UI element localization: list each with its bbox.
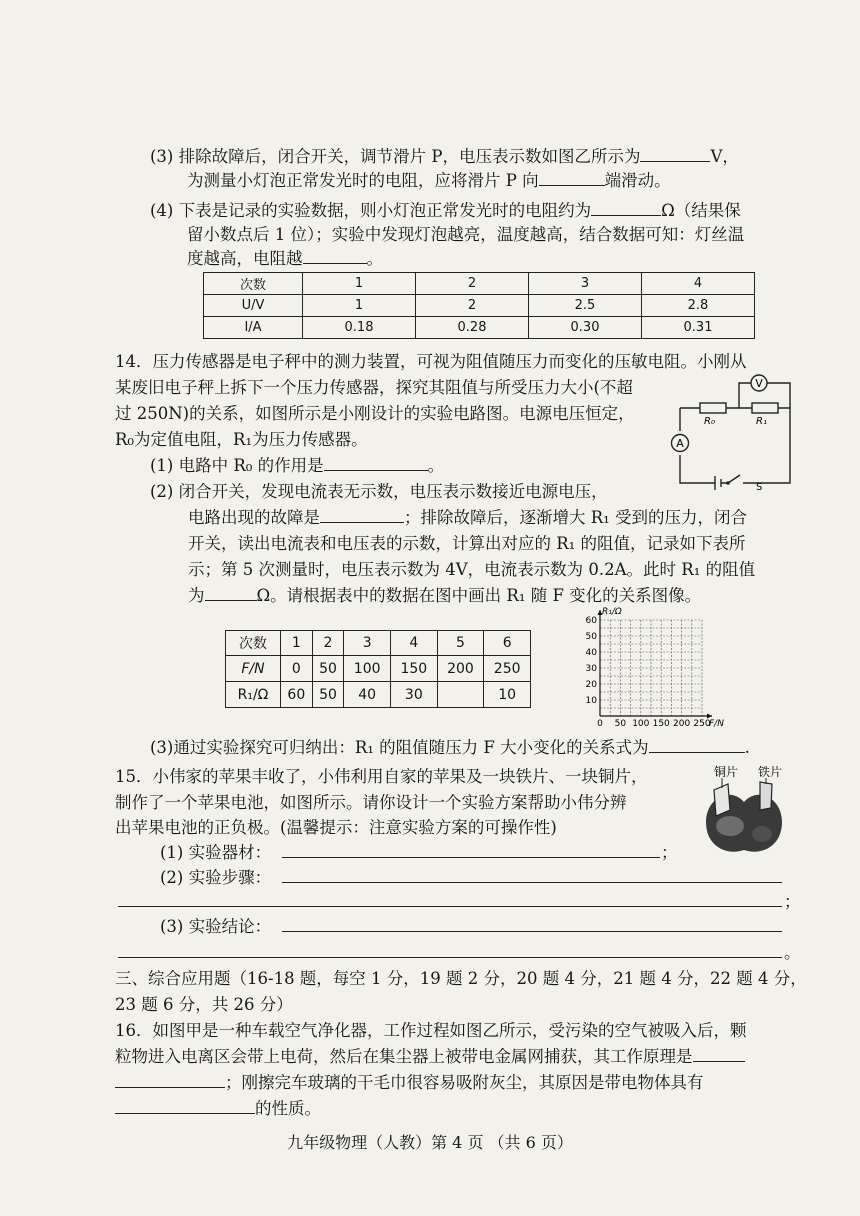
section3-heading-line2: 23 题 6 分，共 26 分） xyxy=(115,995,293,1014)
table-cell: 6 xyxy=(484,631,531,656)
table-cell-answer[interactable] xyxy=(437,682,484,708)
table-cell: 0.30 xyxy=(529,317,642,339)
q15-stem-line3: 出苹果电池的正负极。(温馨提示：注意实验方案的可操作性) xyxy=(115,818,557,837)
table-cell: F/N xyxy=(226,656,281,682)
table-cell: 3 xyxy=(344,631,391,656)
q14-stem-line4: R₀为定值电阻，R₁为压力传感器。 xyxy=(115,430,368,449)
table-cell: 3 xyxy=(529,273,642,295)
chart-axes xyxy=(598,610,713,719)
answer-blank-principle-2[interactable] xyxy=(115,1072,225,1088)
r1-f-grid-chart[interactable] xyxy=(578,604,740,730)
ammeter-label: A xyxy=(676,437,684,450)
y-axis-label: R₁/Ω xyxy=(602,607,622,617)
table-cell: 0 xyxy=(281,656,313,682)
y-tick-label: 10 xyxy=(585,696,597,706)
iron-plate-label: 铁片 xyxy=(758,765,783,779)
q13-part4-text: (4) 下表是记录的实验数据，则小灯泡正常发光时的电阻约为 xyxy=(150,201,592,220)
q14-part2-text2: ；排除故障后，逐渐增大 R₁ 受到的压力，闭合 xyxy=(404,508,748,527)
x-tick-label: 50 xyxy=(614,719,627,729)
x-tick-label: 250 xyxy=(693,719,711,729)
table-cell: I/A xyxy=(204,317,303,339)
q14-part2-line1: (2) 闭合开关，发现电流表无示数，电压表示数接近电源电压， xyxy=(150,482,608,501)
table-cell: 50 xyxy=(312,656,344,682)
apple-battery-image xyxy=(700,764,790,860)
chart-grid xyxy=(600,620,702,716)
table-cell: 100 xyxy=(344,656,391,682)
answer-blank-direction[interactable] xyxy=(539,170,605,186)
q15-part3-label: (3) 实验结论： xyxy=(160,917,272,936)
q13-part4-line2: 留小数点后 1 位）；实验中发现灯泡越亮，温度越高，结合数据可知：灯丝温 xyxy=(187,225,745,244)
answer-blank-fault[interactable] xyxy=(320,507,404,523)
x-axis-label: F/N xyxy=(709,719,724,729)
answer-blank-property[interactable] xyxy=(115,1098,255,1114)
q14-stem-line3: 过 250N)的关系，如图所示是小刚设计的实验电路图。电源电压恒定， xyxy=(115,404,635,423)
answer-blank-resistance[interactable] xyxy=(591,200,661,216)
table-cell: 2.5 xyxy=(529,295,642,317)
q14-part2-text: 电路出现的故障是 xyxy=(188,508,320,527)
table-cell: 60 xyxy=(281,682,313,708)
q14-part2-line4: 示；第 5 次测量时，电压表示数为 4V，电流表示数为 0.2A。此时 R₁ 的阻值 xyxy=(188,560,756,579)
resistor-r1-label: R₁ xyxy=(756,416,767,427)
table-cell: 2.8 xyxy=(642,295,755,317)
x-tick-label: 200 xyxy=(673,719,691,729)
q14-part2-line2 xyxy=(188,507,747,529)
table-row xyxy=(204,317,755,339)
q14-part2-text6: Ω。请根据表中的数据在图中画出 R₁ 随 F 变化的关系图像。 xyxy=(256,586,702,605)
x-tick-label: 100 xyxy=(632,719,650,729)
section3-heading-line1: 三、综合应用题（16-18 题，每空 1 分，19 题 2 分，20 题 4 分，21 题 4 分，22 题 4 分， xyxy=(115,969,807,988)
table-cell: 40 xyxy=(344,682,391,708)
table-cell: 30 xyxy=(391,682,438,708)
q13-part3-line2 xyxy=(187,170,671,192)
q15-part3-end: 。 xyxy=(784,943,801,962)
q14-part1-period: 。 xyxy=(427,456,445,475)
copper-plate-label: 铜片 xyxy=(714,765,739,779)
table-cell: 2 xyxy=(416,295,529,317)
q14-stem-line1: 14．压力传感器是电子秤中的测力装置，可视为阻值随压力而变化的压敏电阻。小刚从 xyxy=(115,352,747,371)
q15-stem-line2: 制作了一个苹果电池，如图所示。请你设计一个实验方案帮助小伟分辨 xyxy=(115,793,627,812)
q15-part1 xyxy=(160,842,271,864)
table-cell: 1 xyxy=(281,631,313,656)
q14-part1 xyxy=(150,455,444,477)
table-cell: 1 xyxy=(303,295,416,317)
table-cell: 次数 xyxy=(226,631,281,656)
answer-blank-voltage[interactable] xyxy=(640,146,710,162)
q15-part3 xyxy=(160,916,271,938)
table-row xyxy=(226,631,531,656)
table-cell: 4 xyxy=(391,631,438,656)
resistor-r0-label: R₀ xyxy=(704,416,715,427)
q13-data-table xyxy=(203,272,755,339)
table-cell: 250 xyxy=(484,656,531,682)
table-row xyxy=(226,656,531,682)
table-row xyxy=(204,273,755,295)
table-cell: 2 xyxy=(312,631,344,656)
table-cell: 200 xyxy=(437,656,484,682)
q15-part1-end: ； xyxy=(661,843,678,862)
q16-line3 xyxy=(115,1072,704,1094)
answer-line-steps-1[interactable] xyxy=(282,882,782,883)
answer-line-conclusion-2[interactable] xyxy=(118,957,782,958)
table-row xyxy=(226,682,531,708)
q14-part1-text: (1) 电路中 R₀ 的作用是 xyxy=(150,456,324,475)
voltmeter-label: V xyxy=(755,377,763,390)
answer-blank-r1-value[interactable] xyxy=(205,585,257,601)
q14-part3 xyxy=(150,737,750,759)
q15-part1-label: (1) 实验器材： xyxy=(160,843,272,862)
q14-part2-line3: 开关，读出电流表和电压表的示数，计算出对应的 R₁ 的阻值，记录如下表所 xyxy=(188,534,746,553)
table-row xyxy=(204,295,755,317)
table-cell: 0.18 xyxy=(303,317,416,339)
table-cell: U/V xyxy=(204,295,303,317)
q13-part3-line1 xyxy=(150,146,739,168)
table-cell: 4 xyxy=(642,273,755,295)
y-tick-label: 40 xyxy=(585,648,597,658)
answer-line-steps-2[interactable] xyxy=(118,906,782,907)
answer-line-materials[interactable] xyxy=(282,857,660,858)
table-cell: 0.28 xyxy=(416,317,529,339)
q16-line3-text: ；刚擦完车玻璃的干毛巾很容易吸附灰尘，其原因是带电物体具有 xyxy=(225,1073,704,1092)
table-cell: 150 xyxy=(391,656,438,682)
table-cell: 50 xyxy=(312,682,344,708)
table-cell: 次数 xyxy=(204,273,303,295)
q14-data-table xyxy=(225,630,531,708)
q15-part2-label: (2) 实验步骤： xyxy=(160,868,272,887)
q15-part2 xyxy=(160,867,271,889)
circuit-diagram xyxy=(660,372,800,494)
q16-line2-text: 粒物进入电离区会带上电荷，然后在集尘器上被带电金属网捕获，其工作原理是 xyxy=(115,1047,693,1066)
table-cell: 2 xyxy=(416,273,529,295)
q14-part3-period: . xyxy=(744,738,750,757)
q15-stem-line1: 15．小伟家的苹果丰收了，小伟利用自家的苹果及一块铁片、一块铜片， xyxy=(115,767,648,786)
y-tick-label: 60 xyxy=(585,616,597,626)
y-tick-label: 50 xyxy=(585,632,597,642)
table-cell: 0.31 xyxy=(642,317,755,339)
table-cell: R₁/Ω xyxy=(226,682,281,708)
answer-blank-principle-1[interactable] xyxy=(693,1046,745,1062)
answer-blank-trend[interactable] xyxy=(303,248,367,264)
q14-stem-line2: 某废旧电子秤上拆下一个压力传感器，探究其阻值与所受压力大小(不超 xyxy=(115,378,633,397)
q13-part3-tail: 端滑动。 xyxy=(604,171,671,190)
x-tick-label: 150 xyxy=(652,719,670,729)
x-tick-label: 0 xyxy=(597,719,603,729)
q16-line2 xyxy=(115,1046,745,1068)
page-footer: 九年级物理（人教）第 4 页 （共 6 页） xyxy=(287,1133,573,1152)
q13-part4-unit: Ω（结果保 xyxy=(661,201,741,220)
q16-line4 xyxy=(115,1098,321,1120)
q16-line1: 16．如图甲是一种车载空气净化器，工作过程如图乙所示，受污染的空气被吸入后，颗 xyxy=(115,1021,747,1040)
q14-part3-text: (3)通过实验探究可归纳出：R₁ 的阻值随压力 F 大小变化的关系式为 xyxy=(150,738,649,757)
q13-part4-line1 xyxy=(150,200,741,222)
q13-part4-line3 xyxy=(187,248,383,270)
q13-part3-unit: V， xyxy=(710,147,739,166)
table-cell: 10 xyxy=(484,682,531,708)
answer-blank-r0-role[interactable] xyxy=(324,455,428,471)
q13-part3-text2: 为测量小灯泡正常发光时的电阻，应将滑片 P 向 xyxy=(187,171,539,190)
q13-part4-text3: 度越高，电阻越 xyxy=(187,249,303,268)
table-cell: 5 xyxy=(437,631,484,656)
answer-line-conclusion-1[interactable] xyxy=(282,931,782,932)
y-tick-label: 30 xyxy=(585,664,597,674)
answer-blank-relation[interactable] xyxy=(649,737,745,753)
y-tick-label: 20 xyxy=(585,680,597,690)
q14-part2-text5: 为 xyxy=(188,586,205,605)
table-cell: 1 xyxy=(303,273,416,295)
q13-part4-period: 。 xyxy=(366,249,383,268)
q13-part3-text: (3) 排除故障后，闭合开关，调节滑片 P，电压表示数如图乙所示为 xyxy=(150,147,641,166)
switch-label: S xyxy=(756,482,763,493)
q16-line4-text: 的性质。 xyxy=(255,1099,321,1118)
x-axis-arrow xyxy=(707,714,712,719)
q15-part2-end: ； xyxy=(784,892,801,911)
